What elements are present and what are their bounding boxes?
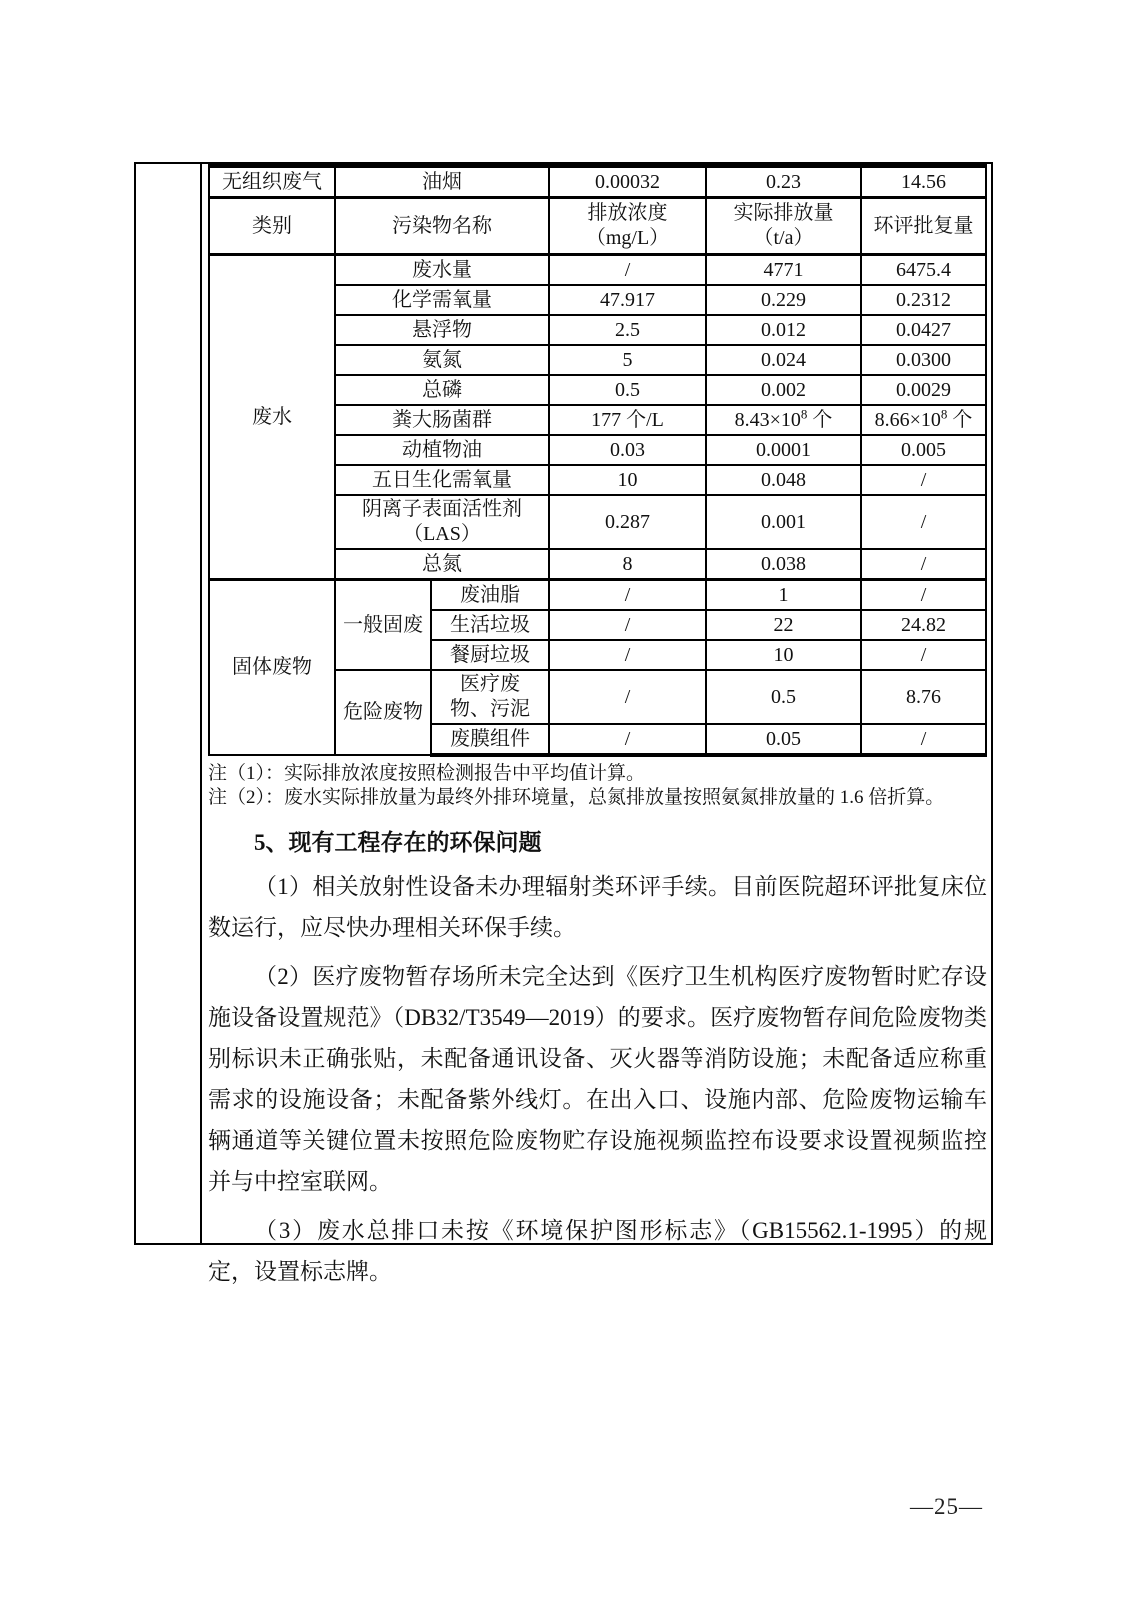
table-cell: 8 bbox=[549, 549, 706, 580]
table-cell: / bbox=[861, 640, 986, 670]
table-cell: / bbox=[861, 465, 986, 495]
table-notes bbox=[208, 762, 987, 809]
table-cell: 废油脂 bbox=[431, 580, 549, 611]
table-row bbox=[209, 255, 986, 286]
value-base: 8.43×10 bbox=[734, 408, 801, 431]
category-cell-solid-waste: 固体废物 bbox=[209, 580, 335, 756]
table-cell: 5 bbox=[549, 345, 706, 375]
table-cell: 废水量 bbox=[335, 255, 549, 286]
header-cell-pollutant: 污染物名称 bbox=[335, 198, 549, 255]
table-cell: 动植物油 bbox=[335, 435, 549, 465]
table-cell: / bbox=[861, 580, 986, 611]
table-row bbox=[209, 580, 986, 611]
table-cell: 24.82 bbox=[861, 610, 986, 640]
table-cell bbox=[706, 405, 861, 435]
table-cell: 粪大肠菌群 bbox=[335, 405, 549, 435]
table-cell: 生活垃圾 bbox=[431, 610, 549, 640]
table-cell: 氨氮 bbox=[335, 345, 549, 375]
table-cell: / bbox=[549, 610, 706, 640]
pollutant-emission-table bbox=[208, 164, 987, 757]
table-cell: 0.03 bbox=[549, 435, 706, 465]
table-cell: 10 bbox=[706, 640, 861, 670]
table-cell: / bbox=[549, 670, 706, 724]
table-cell: 0.23 bbox=[706, 166, 861, 198]
subcategory-cell-general-waste: 一般固废 bbox=[335, 580, 431, 671]
table-cell: 1 bbox=[706, 580, 861, 611]
table-cell bbox=[431, 670, 549, 724]
table-cell: / bbox=[549, 580, 706, 611]
header-cell-actual bbox=[706, 198, 861, 255]
table-cell: 0.0029 bbox=[861, 375, 986, 405]
table-cell: 4771 bbox=[706, 255, 861, 286]
table-cell: 14.56 bbox=[861, 166, 986, 198]
table-cell: 废膜组件 bbox=[431, 724, 549, 755]
header-actual-line2: （t/a） bbox=[753, 227, 814, 249]
header-cell-category: 类别 bbox=[209, 198, 335, 255]
table-cell: 177 个/L bbox=[549, 405, 706, 435]
table-cell: / bbox=[861, 724, 986, 755]
table-cell: 五日生化需氧量 bbox=[335, 465, 549, 495]
header-cell-concentration bbox=[549, 198, 706, 255]
table-cell: 总氮 bbox=[335, 549, 549, 580]
table-cell: 0.2312 bbox=[861, 285, 986, 315]
table-cell: 2.5 bbox=[549, 315, 706, 345]
value-unit: 个 bbox=[807, 408, 833, 431]
header-cell-approved: 环评批复量 bbox=[861, 198, 986, 255]
section-body bbox=[208, 866, 987, 1292]
value-base: 8.66×10 bbox=[874, 408, 941, 431]
table-cell: 0.287 bbox=[549, 495, 706, 549]
table-cell: 0.001 bbox=[706, 495, 861, 549]
header-actual-line1: 实际排放量 bbox=[733, 202, 834, 224]
pollutant-name-line2: （LAS） bbox=[403, 523, 481, 545]
table-cell: 油烟 bbox=[335, 166, 549, 198]
table-cell: 6475.4 bbox=[861, 255, 986, 286]
table-cell: 8.76 bbox=[861, 670, 986, 724]
form-outer-border bbox=[134, 162, 993, 1284]
table-cell: 总磷 bbox=[335, 375, 549, 405]
table-cell: 10 bbox=[549, 465, 706, 495]
table-cell: / bbox=[549, 255, 706, 286]
note-2: 注（2）：废水实际排放量为最终外排环境量，总氮排放量按照氨氮排放量的 1.6 倍折算。 bbox=[208, 786, 945, 808]
table-cell: 0.024 bbox=[706, 345, 861, 375]
value-unit: 个 bbox=[947, 408, 973, 431]
pollutant-name-line2: 物、污泥 bbox=[450, 698, 530, 720]
table-cell: 0.00032 bbox=[549, 166, 706, 198]
table-cell: 47.917 bbox=[549, 285, 706, 315]
form-left-empty-column bbox=[136, 164, 202, 1243]
pollutant-name-line1: 医疗废 bbox=[460, 673, 520, 695]
category-cell-wastewater: 废水 bbox=[209, 255, 335, 580]
paragraph-2: （2）医疗废物暂存场所未完全达到《医疗卫生机构医疗废物暂时贮存设施设备设置规范》（DB32/T3549—2019）的要求。医疗废物暂存间危险废物类别标识未正确张贴，未配备通讯设备、灭火器等消防设施；未配备适应称重需求的设施设备；未配备紫外线灯。在出入口、设施内部、危险废物运输车辆通道等关键位置未按照危险废物贮存设施视频监控布设要求设置视频监控并与中控室联网。 bbox=[208, 964, 987, 1194]
table-cell: 0.5 bbox=[549, 375, 706, 405]
page-number: —25— bbox=[910, 1494, 983, 1519]
table-cell: 0.048 bbox=[706, 465, 861, 495]
table-cell: 0.229 bbox=[706, 285, 861, 315]
paragraph-1: （1）相关放射性设备未办理辐射类环评手续。目前医院超环评批复床位数运行，应尽快办理相关环保手续。 bbox=[208, 874, 987, 940]
header-concentration-line1: 排放浓度 bbox=[587, 202, 668, 224]
table-cell bbox=[861, 405, 986, 435]
table-cell: 0.038 bbox=[706, 549, 861, 580]
table-cell: / bbox=[549, 640, 706, 670]
header-concentration-line2: （mg/L） bbox=[585, 227, 670, 249]
value-superscript: 8 bbox=[800, 405, 808, 421]
table-cell: 0.0001 bbox=[706, 435, 861, 465]
table-cell: 0.5 bbox=[706, 670, 861, 724]
note-1: 注（1）：实际排放浓度按照检测报告中平均值计算。 bbox=[208, 763, 646, 784]
pollutant-name-line1: 阴离子表面活性剂 bbox=[362, 498, 522, 520]
paragraph-3: （3）废水总排口未按《环境保护图形标志》（GB15562.1-1995）的规定，设置标志牌。 bbox=[208, 1218, 987, 1284]
form-content-area bbox=[202, 164, 991, 1284]
table-cell: 0.05 bbox=[706, 724, 861, 755]
table-header-row bbox=[209, 198, 986, 255]
section-heading: 5、现有工程存在的环保问题 bbox=[254, 830, 542, 855]
table-cell: 22 bbox=[706, 610, 861, 640]
table-cell: 0.005 bbox=[861, 435, 986, 465]
table-cell bbox=[335, 495, 549, 549]
table-cell: 0.0427 bbox=[861, 315, 986, 345]
subcategory-cell-hazardous-waste: 危险废物 bbox=[335, 670, 431, 755]
table-cell: / bbox=[861, 495, 986, 549]
table-row-fugitive-gas bbox=[209, 166, 986, 198]
table-cell: 悬浮物 bbox=[335, 315, 549, 345]
table-cell: 0.002 bbox=[706, 375, 861, 405]
value-superscript: 8 bbox=[940, 405, 948, 421]
table-cell: 0.0300 bbox=[861, 345, 986, 375]
table-cell: 餐厨垃圾 bbox=[431, 640, 549, 670]
table-cell: 化学需氧量 bbox=[335, 285, 549, 315]
table-cell: / bbox=[549, 724, 706, 755]
table-cell: / bbox=[861, 549, 986, 580]
category-cell-fugitive-gas: 无组织废气 bbox=[209, 166, 335, 198]
table-cell: 0.012 bbox=[706, 315, 861, 345]
